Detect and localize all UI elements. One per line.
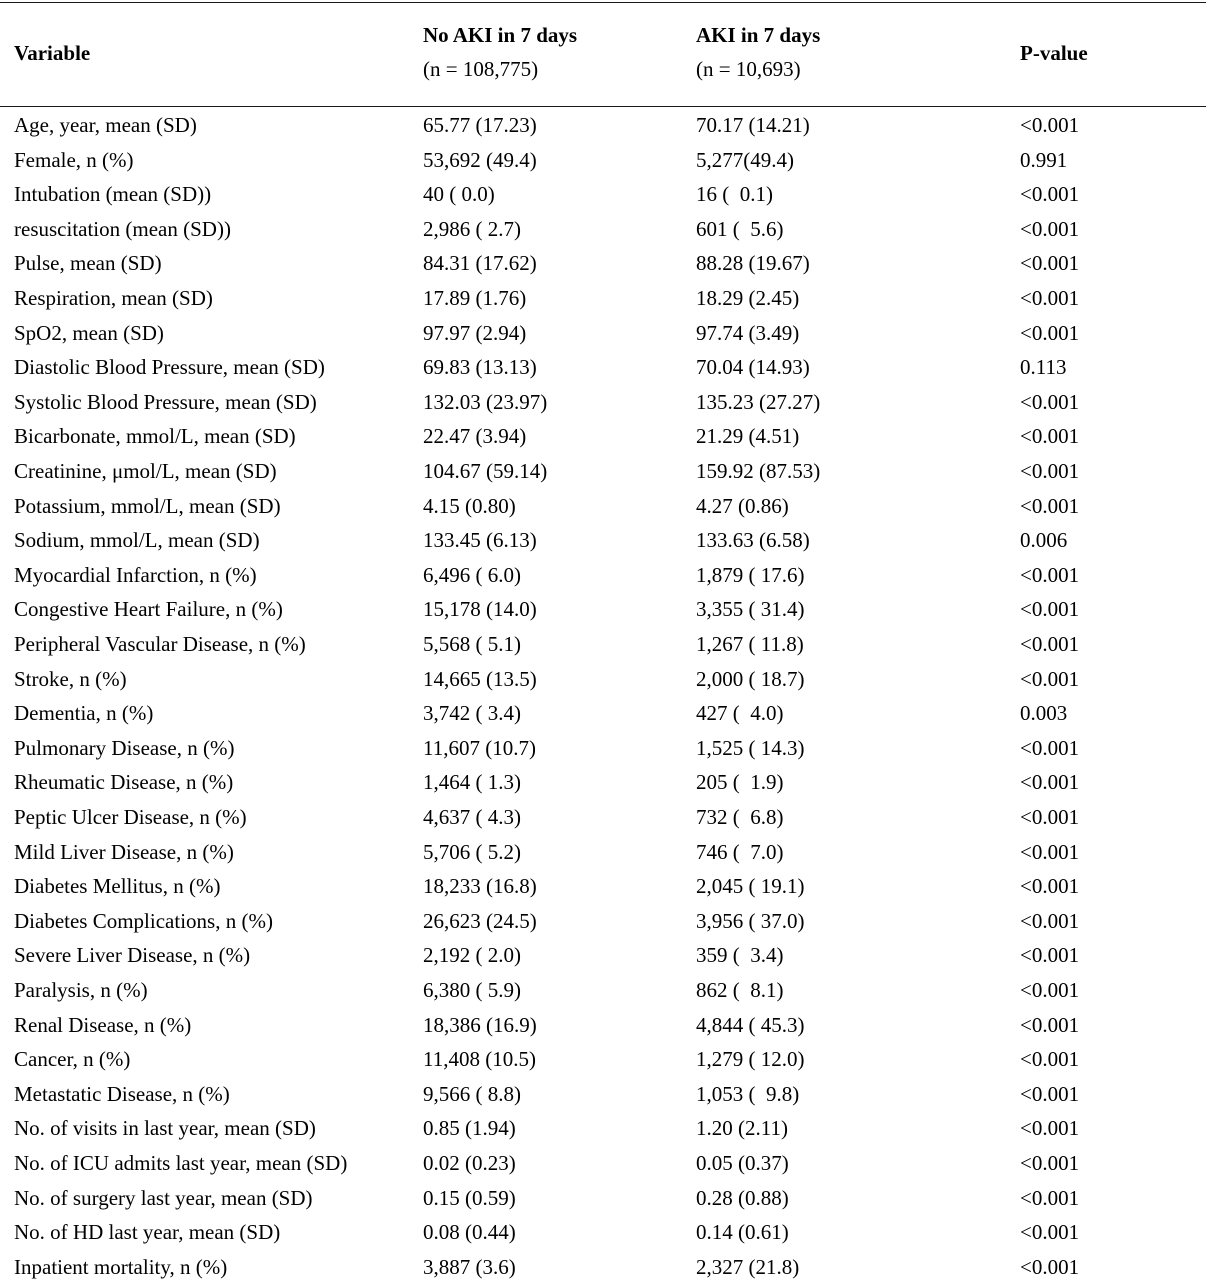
cell-pvalue: <0.001: [1020, 597, 1080, 622]
table-row: [0, 765, 1206, 800]
table-top-rule: [0, 2, 1206, 3]
table-row: [0, 281, 1206, 316]
cell-pvalue: <0.001: [1020, 874, 1080, 899]
cell-pvalue: <0.001: [1020, 1254, 1080, 1279]
cell-variable: resuscitation (mean (SD)): [14, 216, 231, 241]
cell-aki: 1.20 (2.11): [696, 1116, 788, 1141]
cell-no-aki: 17.89 (1.76): [423, 286, 527, 310]
table-row: [0, 212, 1206, 247]
cell-pvalue: <0.001: [1020, 424, 1080, 449]
cell-aki: 16 ( 0.1): [696, 182, 773, 207]
cell-variable: Peptic Ulcer Disease, n (%): [14, 805, 247, 829]
cell-pvalue: 0.991: [1020, 147, 1068, 172]
cell-variable: Sodium, mmol/L, mean (SD): [14, 528, 260, 553]
cell-no-aki: 11,607 (10.7): [423, 735, 536, 760]
table-row: [0, 1146, 1206, 1181]
cell-pvalue: <0.001: [1020, 493, 1080, 518]
cell-variable: Stroke, n (%): [14, 666, 127, 691]
cell-aki: 2,045 ( 19.1): [696, 874, 805, 899]
table-row: [0, 1042, 1206, 1077]
cell-pvalue: <0.001: [1020, 839, 1080, 864]
cell-pvalue: 0.003: [1020, 701, 1068, 726]
cell-pvalue: <0.001: [1020, 251, 1080, 276]
table-row: [0, 1250, 1206, 1284]
table-row: [0, 108, 1206, 143]
cell-pvalue: <0.001: [1020, 1047, 1080, 1072]
cell-no-aki: 4.15 (0.80): [423, 493, 516, 518]
cell-no-aki: 3,742 ( 3.4): [423, 701, 521, 726]
cell-pvalue: <0.001: [1020, 562, 1080, 587]
cell-pvalue: <0.001: [1020, 1116, 1080, 1141]
cell-variable: Creatinine, μmol/L, mean (SD): [14, 459, 277, 483]
cell-aki: 1,053 ( 9.8): [696, 1081, 800, 1106]
cell-pvalue: <0.001: [1020, 770, 1080, 795]
cell-aki: 2,327 (21.8): [696, 1254, 800, 1279]
cell-no-aki: 97.97 (2.94): [423, 320, 527, 345]
cell-no-aki: 6,380 ( 5.9): [423, 978, 521, 1002]
table-row: [0, 1077, 1206, 1112]
cell-aki: 746 ( 7.0): [696, 839, 784, 864]
cell-variable: Inpatient mortality, n (%): [14, 1254, 228, 1279]
cell-variable: Diabetes Complications, n (%): [14, 908, 273, 933]
cell-pvalue: <0.001: [1020, 286, 1080, 310]
cell-variable: Congestive Heart Failure, n (%): [14, 597, 283, 622]
cell-pvalue: <0.001: [1020, 389, 1080, 414]
cell-variable: SpO2, mean (SD): [14, 320, 164, 345]
cell-variable: Pulmonary Disease, n (%): [14, 735, 235, 760]
cell-aki: 4,844 ( 45.3): [696, 1012, 805, 1037]
table-row: [0, 835, 1206, 870]
table-row: [0, 523, 1206, 558]
cell-aki: 205 ( 1.9): [696, 770, 784, 795]
cell-variable: Potassium, mmol/L, mean (SD): [14, 493, 281, 518]
header-aki-label: AKI in 7 days: [696, 23, 821, 47]
cell-pvalue: <0.001: [1020, 978, 1080, 1002]
cell-variable: Paralysis, n (%): [14, 978, 148, 1002]
cell-variable: Dementia, n (%): [14, 701, 154, 726]
table-row: [0, 904, 1206, 939]
cell-aki: 133.63 (6.58): [696, 528, 810, 553]
cell-no-aki: 40 ( 0.0): [423, 182, 495, 207]
table-row: [0, 246, 1206, 281]
table-row: [0, 316, 1206, 351]
cell-pvalue: <0.001: [1020, 320, 1080, 345]
cell-no-aki: 15,178 (14.0): [423, 597, 537, 622]
cell-variable: Mild Liver Disease, n (%): [14, 839, 234, 864]
cell-no-aki: 0.08 (0.44): [423, 1220, 516, 1245]
header-aki: [696, 18, 820, 86]
cell-aki: 1,879 ( 17.6): [696, 562, 805, 587]
cell-pvalue: <0.001: [1020, 666, 1080, 691]
cell-pvalue: 0.006: [1020, 528, 1068, 553]
cell-pvalue: <0.001: [1020, 459, 1080, 483]
table-row: [0, 385, 1206, 420]
cell-aki: 18.29 (2.45): [696, 286, 800, 310]
table-row: [0, 662, 1206, 697]
cell-no-aki: 133.45 (6.13): [423, 528, 537, 553]
header-no-aki-label: No AKI in 7 days: [423, 23, 578, 47]
cell-variable: Cancer, n (%): [14, 1047, 131, 1072]
table-row: [0, 627, 1206, 662]
cell-pvalue: <0.001: [1020, 1220, 1080, 1245]
table-row: [0, 419, 1206, 454]
cell-pvalue: <0.001: [1020, 216, 1080, 241]
cell-no-aki: 26,623 (24.5): [423, 908, 537, 933]
cell-pvalue: <0.001: [1020, 1185, 1080, 1210]
table-row: [0, 696, 1206, 731]
cell-pvalue: <0.001: [1020, 1151, 1080, 1175]
cell-aki: 427 ( 4.0): [696, 701, 784, 726]
cell-no-aki: 5,706 ( 5.2): [423, 839, 521, 864]
header-no-aki-n: (n = 108,775): [423, 57, 539, 81]
cell-aki: 0.28 (0.88): [696, 1185, 789, 1210]
table-row: [0, 592, 1206, 627]
cell-variable: Rheumatic Disease, n (%): [14, 770, 234, 795]
cell-variable: No. of ICU admits last year, mean (SD): [14, 1151, 348, 1175]
cell-no-aki: 84.31 (17.62): [423, 251, 537, 276]
cell-variable: Intubation (mean (SD)): [14, 182, 212, 207]
table-row: [0, 177, 1206, 212]
table-row: [0, 1111, 1206, 1146]
cell-variable: Pulse, mean (SD): [14, 251, 162, 276]
cell-pvalue: <0.001: [1020, 182, 1080, 207]
table-row: [0, 869, 1206, 904]
cell-no-aki: 132.03 (23.97): [423, 389, 548, 414]
cell-aki: 1,267 ( 11.8): [696, 632, 804, 656]
cell-aki: 862 ( 8.1): [696, 978, 784, 1002]
table-row: [0, 143, 1206, 178]
cell-variable: Peripheral Vascular Disease, n (%): [14, 632, 306, 656]
cell-variable: Severe Liver Disease, n (%): [14, 943, 251, 968]
table-header-rule: [0, 106, 1206, 107]
table-row: [0, 1008, 1206, 1043]
cell-aki: 0.14 (0.61): [696, 1220, 789, 1245]
cell-variable: No. of HD last year, mean (SD): [14, 1220, 281, 1245]
cell-pvalue: <0.001: [1020, 113, 1080, 137]
table-row: [0, 938, 1206, 973]
cell-pvalue: <0.001: [1020, 1012, 1080, 1037]
cell-aki: 601 ( 5.6): [696, 216, 784, 241]
cell-variable: Age, year, mean (SD): [14, 113, 197, 137]
cell-aki: 1,525 ( 14.3): [696, 735, 805, 760]
cell-aki: 135.23 (27.27): [696, 389, 821, 414]
cell-no-aki: 2,986 ( 2.7): [423, 216, 521, 241]
cell-pvalue: <0.001: [1020, 805, 1080, 829]
cell-no-aki: 11,408 (10.5): [423, 1047, 536, 1072]
table-row: [0, 454, 1206, 489]
cell-no-aki: 9,566 ( 8.8): [423, 1081, 521, 1106]
cell-aki: 359 ( 3.4): [696, 943, 784, 968]
cell-no-aki: 18,233 (16.8): [423, 874, 537, 899]
cell-aki: 3,355 ( 31.4): [696, 597, 805, 622]
cell-aki: 88.28 (19.67): [696, 251, 810, 276]
cell-no-aki: 5,568 ( 5.1): [423, 632, 521, 656]
cell-variable: Myocardial Infarction, n (%): [14, 562, 257, 587]
cell-aki: 159.92 (87.53): [696, 459, 821, 483]
cell-variable: Renal Disease, n (%): [14, 1012, 192, 1037]
cell-aki: 5,277(49.4): [696, 147, 794, 172]
table-row: [0, 1181, 1206, 1216]
cell-aki: 0.05 (0.37): [696, 1151, 789, 1175]
cell-pvalue: <0.001: [1020, 1081, 1080, 1106]
cell-variable: Diabetes Mellitus, n (%): [14, 874, 221, 899]
table-row: [0, 558, 1206, 593]
header-aki-n: (n = 10,693): [696, 57, 801, 81]
cell-variable: Diastolic Blood Pressure, mean (SD): [14, 355, 325, 380]
cell-no-aki: 22.47 (3.94): [423, 424, 527, 449]
cell-no-aki: 0.85 (1.94): [423, 1116, 516, 1141]
cell-no-aki: 65.77 (17.23): [423, 113, 537, 137]
cell-variable: No. of visits in last year, mean (SD): [14, 1116, 316, 1141]
cell-pvalue: <0.001: [1020, 735, 1080, 760]
cell-no-aki: 0.02 (0.23): [423, 1151, 516, 1175]
cell-no-aki: 2,192 ( 2.0): [423, 943, 521, 968]
cell-aki: 732 ( 6.8): [696, 805, 784, 829]
cell-variable: No. of surgery last year, mean (SD): [14, 1185, 313, 1210]
cell-aki: 4.27 (0.86): [696, 493, 789, 518]
table-row: [0, 1215, 1206, 1250]
header-no-aki: [423, 18, 577, 86]
cell-no-aki: 14,665 (13.5): [423, 666, 537, 691]
cell-aki: 70.17 (14.21): [696, 113, 810, 137]
cell-aki: 1,279 ( 12.0): [696, 1047, 805, 1072]
cell-no-aki: 104.67 (59.14): [423, 459, 548, 483]
cell-pvalue: <0.001: [1020, 908, 1080, 933]
cell-aki: 70.04 (14.93): [696, 355, 810, 380]
cell-variable: Respiration, mean (SD): [14, 286, 213, 310]
cell-variable: Female, n (%): [14, 147, 134, 172]
cell-no-aki: 53,692 (49.4): [423, 147, 537, 172]
cell-aki: 21.29 (4.51): [696, 424, 800, 449]
cell-pvalue: <0.001: [1020, 632, 1080, 656]
cell-pvalue: <0.001: [1020, 943, 1080, 968]
cell-variable: Metastatic Disease, n (%): [14, 1081, 230, 1106]
cell-pvalue: 0.113: [1020, 355, 1067, 380]
table-row: [0, 973, 1206, 1008]
cell-no-aki: 4,637 ( 4.3): [423, 805, 521, 829]
cell-no-aki: 18,386 (16.9): [423, 1012, 537, 1037]
header-variable: Variable: [14, 41, 91, 65]
header-pvalue: P-value: [1020, 41, 1088, 65]
table-row: [0, 800, 1206, 835]
cell-no-aki: 3,887 (3.6): [423, 1254, 516, 1279]
cell-aki: 97.74 (3.49): [696, 320, 800, 345]
cell-no-aki: 69.83 (13.13): [423, 355, 537, 380]
cell-variable: Bicarbonate, mmol/L, mean (SD): [14, 424, 296, 449]
cell-aki: 2,000 ( 18.7): [696, 666, 805, 691]
cell-aki: 3,956 ( 37.0): [696, 908, 805, 933]
table-row: [0, 350, 1206, 385]
cell-variable: Systolic Blood Pressure, mean (SD): [14, 389, 317, 414]
table-row: [0, 731, 1206, 766]
table-row: [0, 489, 1206, 524]
cell-no-aki: 1,464 ( 1.3): [423, 770, 521, 795]
cell-no-aki: 0.15 (0.59): [423, 1185, 516, 1210]
cell-no-aki: 6,496 ( 6.0): [423, 562, 521, 587]
